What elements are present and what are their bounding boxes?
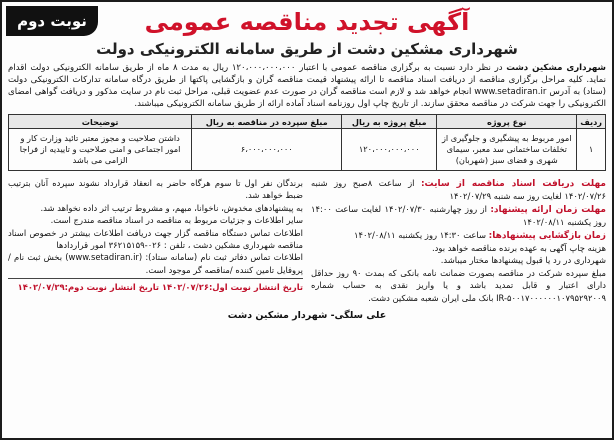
opening-time: [311, 229, 606, 242]
deposit-note: مبلغ سپرده شرکت در مناقصه بصورت ضمانت نامه بانکی که بمدت ۹۰ روز حداقل دارای اعتبار و قابل تمدید باشد و یا واریز نقدی به حساب شماره IR-۵۰۰۱۷۰۰۰۰۰۰۱۰۷۹۵۲۹۲۰۰۹ بانک ملی ایران شعبه مشکین دشت.: [311, 267, 606, 303]
doc-deadline: [311, 177, 606, 203]
invalid-offers-note: به پیشنهادهای مخدوش، ناخوانا، مبهم، و مشروط ترتیب اثر داده نخواهد شد.: [40, 202, 303, 213]
intro-lead: شهرداری مشکین دشت: [506, 63, 606, 73]
registration-info-note: اطلاعات تماس دفاتر ثبت نام (سامانه ستاد): (www.setadiran.ir) بخش ثبت نام /پروفایل تامین کننده /مناقصه گر موجود است.: [8, 252, 303, 275]
table-header-row: [9, 115, 606, 129]
round-badge: نوبت دوم: [6, 6, 98, 36]
contact-info-note: اطلاعات تماس دستگاه مناقصه گزار جهت دریافت اطلاعات بیشتر در خصوص اسناد مناقصه شهرداری مشکین دشت ، تلفن : ۰۲۶-۳۶۲۱۵۱۵۹ امور قراردادها: [8, 227, 303, 251]
signature-line: علی سلگی- شهردار مشکین دشت: [227, 310, 387, 322]
offer-deadline-text: از روز چهارشنبه ۱۴۰۲/۰۷/۳۰ لغایت ساعت ۱۴:۰۰ روز یکشنبه ۱۴۰۲/۰۸/۱۱: [311, 203, 606, 228]
cell-project-type: امور مربوط به پیشگیری و جلوگیری از تخلفات ساختمانی سد معبر، سیمای شهری و فضای سبز (شهربان): [437, 129, 577, 171]
page-title: آگهی تجدید مناقصه عمومی: [144, 8, 470, 36]
table-row: [9, 129, 606, 171]
cell-row-number: ۱: [577, 129, 606, 171]
first-publish-date: ۱۴۰۲/۰۷/۲۶: [161, 282, 209, 293]
second-publish-label: تاریخ انتشار نوبت دوم:: [64, 282, 159, 293]
cell-project-amount: ۱۲۰،۰۰۰،۰۰۰،۰۰۰: [342, 129, 437, 171]
details-right-column: [311, 177, 606, 304]
second-publish-date: ۱۴۰۲/۰۷/۲۹: [17, 282, 65, 293]
doc-deadline-text: از ساعت ۸صبح روز شنبه ۱۴۰۲/۰۷/۲۶ لغایت روز سه شنبه ۱۴۰۲/۰۷/۲۹: [311, 178, 606, 202]
header-row-number: ردیف: [577, 115, 606, 129]
cell-deposit-amount: ۶،۰۰۰،۰۰۰،۰۰۰: [192, 129, 342, 171]
publish-dates: [8, 281, 303, 293]
header-project-amount: مبلغ پروژه به ریال: [342, 115, 437, 129]
winners-note: برندگان نفر اول تا سوم هرگاه حاضر به انعقاد قرارداد نشوند سپرده آنان بترتیب ضبط خواهد شد.: [8, 178, 303, 201]
offer-deadline: [311, 203, 606, 229]
opening-time-heading: زمان بازگشایی پیشنهادها:: [488, 230, 606, 241]
page-subtitle: شهرداری مشکین دشت از طریق سامانه الکترونیکی دولت: [96, 40, 518, 58]
header-description: توضیحات: [9, 115, 192, 129]
cell-description: داشتن صلاحیت و مجوز معتبر تائید وزارت کار و امور اجتماعی و امنی صلاحیت و تاییدیه از فراجا الزامی می باشد: [9, 129, 192, 171]
intro-paragraph: [8, 62, 606, 110]
details-left-column: [8, 177, 303, 304]
opening-time-text: ساعت ۱۴:۳۰ روز یکشنبه ۱۴۰۲/۰۸/۱۱: [353, 229, 489, 240]
ad-cost-note: هزینه چاپ آگهی به عهده برنده مناقصه خواهد بود.: [432, 243, 606, 254]
rights-note: شهرداری در رد یا قبول پیشنهادها مختار میباشد.: [440, 255, 606, 266]
intro-text: در نظر دارد نسبت به برگزاری مناقصه عمومی با اعتبار ۱۲۰،۰۰۰،۰۰۰،۰۰۰ ریال به مدت ۸ ماه از طریق سامانه الکترونیکی دولت اقدام نماید. کلیه مراحل برگزاری مناقصه از دریافت اسناد مناقصه تا ارائه پیشنهاد قیمت مناقصه گران و بازگشایی پاکتها از طریق درگاه سامانه تدارکات الکترونیکی دولت (ستاد) به آدرس www.setadiran.ir انجام خواهد شد و لازم است مناقصه گران در صورت عدم عضویت قبلی، مراحل ثبت نام در سایت مذکور و دریافت گواهی امضای الکترونیکی را جهت شرکت در مناقصه محقق سازند. از تاریخ چاپ اول روزنامه اسناد آماده ارائه از طریق سامانه الکترونیکی میباشند.: [8, 63, 606, 109]
other-info-note: سایر اطلاعات و جزئیات مربوط به مناقصه در اسناد مناقصه مندرج است.: [50, 215, 303, 226]
tender-table: [8, 114, 606, 171]
doc-deadline-heading: مهلت دریافت اسناد مناقصه از سایت:: [420, 179, 606, 189]
divider: [8, 278, 303, 279]
first-publish-label: تاریخ انتشار نوبت اول:: [208, 282, 303, 293]
header-project-type: نوع پروژه: [437, 115, 577, 129]
offer-deadline-heading: مهلت زمان ارائه پیشنهاد:: [490, 204, 606, 215]
header-deposit-amount: مبلغ سپرده در مناقصه به ریال: [192, 115, 342, 129]
details-columns: [8, 177, 606, 304]
